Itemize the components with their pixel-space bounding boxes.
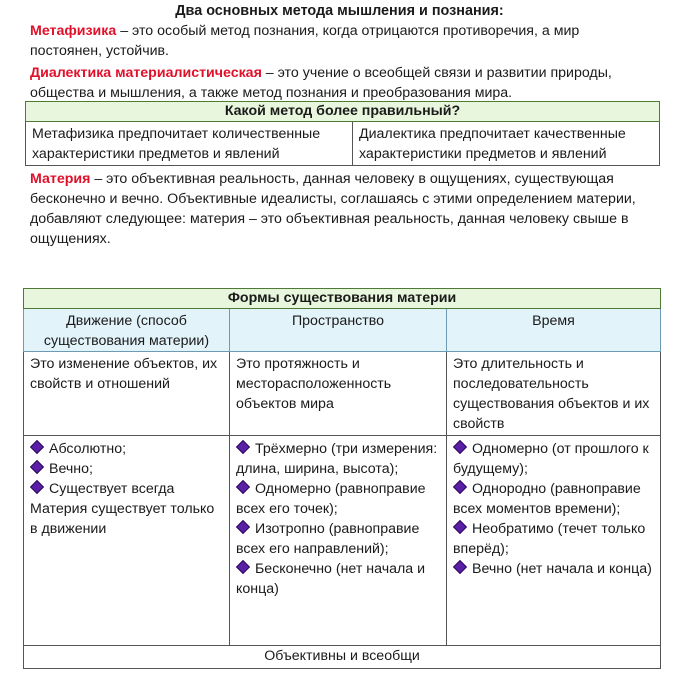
motion-note: Материя существует только в движении xyxy=(30,501,215,537)
comparison-dialectics-cell: Диалектика предпочитает качественные характеристики предметов и явлений xyxy=(353,122,660,166)
diamond-bullet-icon xyxy=(30,440,44,454)
forms-of-matter-table xyxy=(23,288,661,669)
list-item: Бесконечно (нет начала и конца) xyxy=(236,561,426,597)
diamond-bullet-icon xyxy=(30,480,44,494)
dialectics-paragraph xyxy=(30,63,655,103)
column-header-motion xyxy=(24,309,230,352)
space-properties xyxy=(230,436,447,646)
diamond-bullet-icon xyxy=(453,440,467,454)
metaphysics-paragraph xyxy=(30,21,655,61)
metaphysics-definition: – это особый метод познания, когда отрицаются противоречия, а мир постоянен, устойчив. xyxy=(30,23,580,59)
metaphysics-term: Метафизика xyxy=(30,23,117,39)
diamond-bullet-icon xyxy=(453,520,467,534)
forms-table-footer: Объективны и всеобщи xyxy=(24,646,661,669)
list-item: Необратимо (течет только вперёд); xyxy=(453,521,646,557)
diamond-bullet-icon xyxy=(236,480,250,494)
diamond-bullet-icon xyxy=(236,520,250,534)
list-item: Одномерно (равноправие всех его точек); xyxy=(236,481,426,517)
motion-definition: Это изменение объектов, их свойств и отношений xyxy=(24,352,230,436)
column-header-motion-label: Движение (способ существования материи) xyxy=(43,313,210,349)
time-properties xyxy=(447,436,661,646)
forms-table-header: Формы существования материи xyxy=(24,289,661,309)
diamond-bullet-icon xyxy=(453,480,467,494)
list-item: Одномерно (от прошлого к будущему); xyxy=(453,441,649,477)
comparison-table-header: Какой метод более правильный? xyxy=(26,102,660,122)
diamond-bullet-icon xyxy=(236,560,250,574)
list-item: Изотропно (равноправие всех его направлений); xyxy=(236,521,420,557)
time-definition: Это длительность и последовательность существования объектов и их свойств xyxy=(447,352,661,436)
comparison-metaphysics-cell: Метафизика предпочитает количественные характеристики предметов и явлений xyxy=(26,122,353,166)
column-header-space xyxy=(230,309,447,352)
dialectics-definition: – это учение о всеобщей связи и развитии природы, общества и мышления, а также метод познания и преобразования мира. xyxy=(30,65,612,101)
diamond-bullet-icon xyxy=(236,440,250,454)
list-item: Существует всегда xyxy=(30,479,225,499)
matter-definition: – это объективная реальность, данная человеку в ощущениях, существующая бесконечно и вечно. Объективные идеалисты, соглашаясь с этими определением материи, добавляют следующее: материя – это объективная реальность, данная человеку свыше в ощущениях. xyxy=(30,171,636,247)
list-item: Трёхмерно (три измерения: длина, ширина, высота); xyxy=(236,441,438,477)
document-title: Два основных метода мышления и познания: xyxy=(175,3,504,19)
dialectics-term: Диалектика материалистическая xyxy=(30,65,262,81)
list-item: Вечно; xyxy=(30,459,225,479)
matter-paragraph xyxy=(30,169,655,249)
column-header-time xyxy=(447,309,661,352)
comparison-table xyxy=(25,101,660,166)
motion-properties xyxy=(24,436,230,646)
column-header-time-label: Время xyxy=(532,313,575,329)
list-item: Однородно (равноправие всех моментов времени); xyxy=(453,481,641,517)
space-definition: Это протяжность и месторасположенность объектов мира xyxy=(230,352,447,436)
diamond-bullet-icon xyxy=(453,560,467,574)
matter-term: Материя xyxy=(30,171,91,187)
list-item: Вечно (нет начала и конца) xyxy=(453,559,656,579)
column-header-space-label: Пространство xyxy=(291,313,385,329)
list-item: Абсолютно; xyxy=(30,439,225,459)
diamond-bullet-icon xyxy=(30,460,44,474)
